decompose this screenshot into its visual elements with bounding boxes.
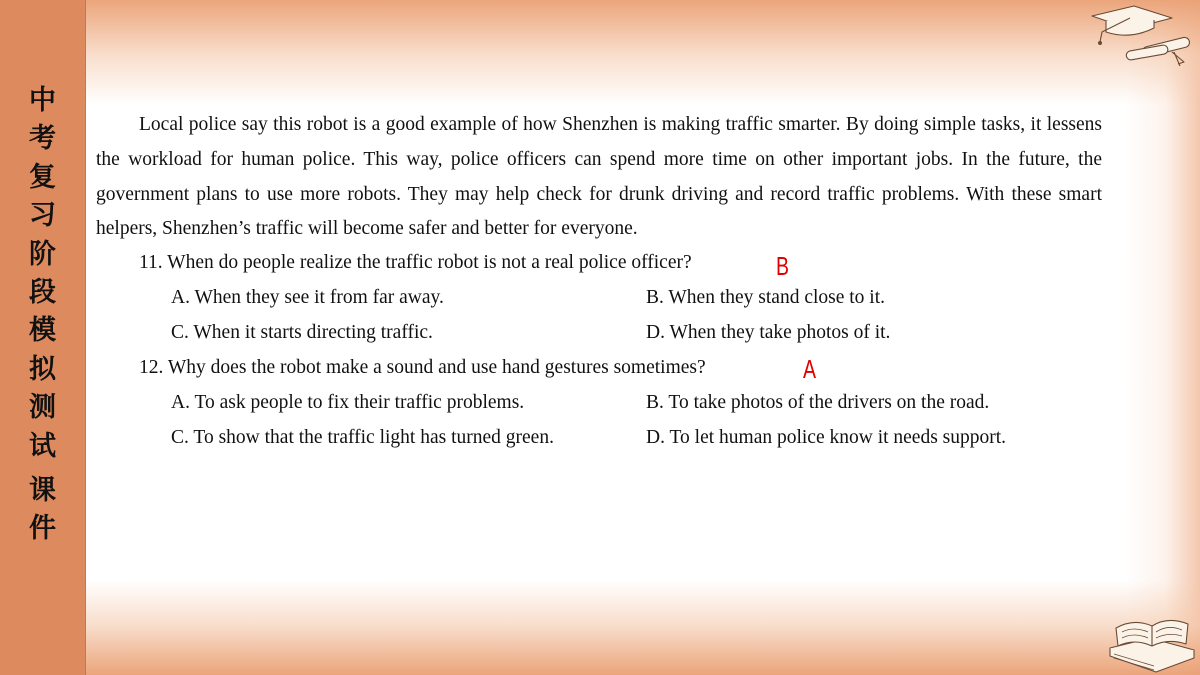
- sidebar-title-char: 测: [29, 392, 56, 424]
- sidebar-title-char: 试: [29, 430, 56, 462]
- sidebar-title-char: 阶: [29, 238, 56, 270]
- question-11-option-a: A. When they see it from far away.: [171, 287, 444, 308]
- sidebar-title-char: 模: [29, 315, 56, 347]
- question-12-option-a: A. To ask people to fix their traffic problems.: [171, 392, 525, 413]
- sidebar-title-char: 课: [29, 474, 56, 506]
- question-11-answer: B: [776, 251, 790, 281]
- sidebar-title-char: 段: [29, 276, 56, 308]
- question-12-option-d: D. To let human police know it needs support.: [646, 427, 1007, 448]
- question-12-option-c: C. To show that the traffic light has turned green.: [171, 427, 554, 448]
- question-11-option-d: D. When they take photos of it.: [646, 322, 891, 343]
- reading-passage: Local police say this robot is a good example of how Shenzhen is making traffic smarter. By doing simple tasks, it lessens the workload for human police. This way, police officers can spend more time on other important jobs. In the future, the government plans to use more robots. They may help check for drunk driving and record traffic problems. With these smart helpers, Shenzhen’s traffic will become safer and better for everyone.: [96, 114, 1102, 240]
- question-12-stem: 12. Why does the robot make a sound and use hand gestures sometimes?: [139, 357, 706, 378]
- sidebar-title-char: 件: [29, 513, 56, 545]
- sidebar-title-char: 拟: [29, 353, 56, 385]
- sidebar-title-char: 考: [29, 123, 56, 155]
- question-12-answer: A: [803, 354, 817, 384]
- sidebar-title-char: 中: [29, 85, 56, 116]
- sidebar-title-char: 复: [29, 161, 56, 193]
- sidebar-title-char: 习: [29, 200, 56, 232]
- question-12-option-b: B. To take photos of the drivers on the road.: [646, 392, 990, 413]
- question-11-stem: 11. When do people realize the traffic robot is not a real police officer?: [139, 252, 692, 273]
- question-11-option-b: B. When they stand close to it.: [646, 287, 886, 308]
- question-11-option-c: C. When it starts directing traffic.: [171, 322, 433, 343]
